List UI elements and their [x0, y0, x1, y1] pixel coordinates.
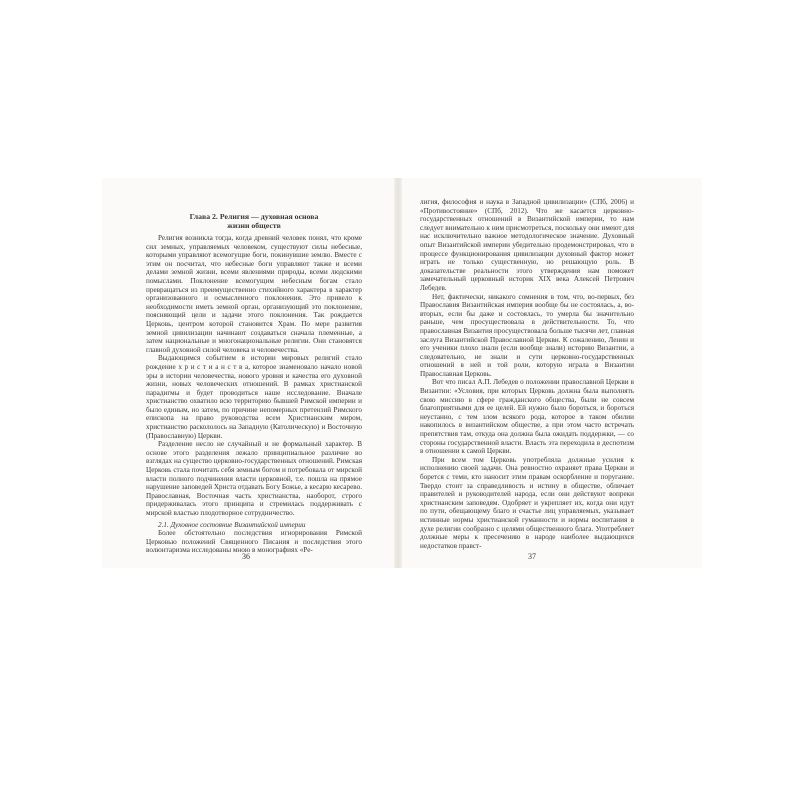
- paragraph: Более обстоятельно последствия игнорирования Римской Церковью положений Священного Писания и последствия этого волюнтаризма исследованы мною в монографиях «Ре-: [146, 529, 362, 555]
- page-number-left: 36: [242, 552, 250, 561]
- paragraph: Разделение несло не случайный и не формальный характер. В основе этого разделения лежало принципиальное различие во взглядах на существо церковно-государственных отношений. Римская Церковь стала почитать себя земным богом и потребовала от мирской власти полного подчинения власти церковной, т.е. пошла на прямое нарушение заповедей Христа отдавать Богу Божье, а кесарю кесарево. Православная, Восточная часть христианства, наоборот, строго придерживалась этого принципа и стремилась поддерживать с мирской властью плодотворное сотрудничество.: [146, 440, 362, 517]
- chapter-title-line-1: Глава 2. Религия — духовная основа: [189, 212, 319, 221]
- book-spread: [102, 178, 702, 568]
- right-page: [402, 178, 702, 568]
- page-number-right: 37: [528, 552, 536, 561]
- chapter-title: [152, 212, 356, 230]
- left-page: [102, 178, 394, 568]
- paragraph: Выдающимся событием в истории мировых религий стало рождение х р и с т и а н с т в а, которое знаменовало начало новой эры в истории человечества, нового уровня и качества его духовной жизни, новых человеческих отношений. В рамках христианской парадигмы и будет проводиться наше исследование. Вначале христианство охватило всю территорию бывшей Римской империи и было единым, но затем, по причине непомерных претензий Римского епископа на право руководства всем Христианским миром, христианство раскололось на Западную (Католическую) и Восточную (Православную) Церкви.: [146, 354, 362, 440]
- right-page-text: [420, 198, 634, 550]
- paragraph: Нет, фактически, никакого сомнения в том, что, во-первых, без Православия Византийская империя вообще бы не состоялась, а, во-вторых, если бы даже и состоялась, то умерла бы значительно раньше, чем просуществовала в действительности. То, что православная Византия просуществовала больше тысячи лет, главная заслуга Византийской Православной Церкви. К сожалению, Ленин и его ученики плохо знали (если вообще знали) историю Византии, а следовательно, не знали и сути церковно-государственных отношений в ней и той роли, которую играла в Византии Православная Церковь.: [420, 292, 634, 378]
- chapter-title-line-2: жизни обществ: [227, 221, 281, 230]
- left-page-text: [146, 212, 362, 555]
- paragraph: При всем том Церковь употребляла должные усилия к исполнению своей задачи. Она ревностно охраняет права Церкви и борется с теми, кто наносит этим правам оскорбление и поругание. Твердо стоит за справедливость и истину в обществе, обличает правителей и руководителей народа, если они действуют вопреки христианским заповедям. Одобряет и укрепляет их, когда они идут по пути, обещающему благо и счастье лиц управляемых, указывает истинные нормы христианской гуманности и нормы воспитания в духе религии сообразно с целями общественного блага. Употребляет должные меры к пресечению в народе наиболее выдающихся недостатков правст-: [420, 455, 634, 550]
- paragraph-continued: лигия, философия и наука в Западной цивилизации» (СПб, 2006) и «Противостояние» (СПб, 2012). Что же касается церковно-государственных отношений в Византийской империи, то нам следует внимательно к ним присмотреться, поскольку они имеют для нас исключительно важное методологическое значение. Духовный опыт Византийской империи убедительно продемонстрировал, что в процессе функционирования цивилизации духовный фактор может играть не только существенную, но решающую роль. В доказательстве реальности этого утверждения нам поможет замечательный церковный историк XIX века Алексей Петрович Лебедев.: [420, 198, 634, 292]
- paragraph: Вот что писал А.П. Лебедев о положении православной Церкви в Византии: «Условия, при которых Церковь должна была выполнять свою миссию в сфере гражданского общества, были не совсем благоприятными для ее целей. Ей нужно было бороться, и бороться неустанно, с тем злом всякого рода, которое в таком обилии накопилось в византийском обществе, а при этом часто встречать препятствия там, откуда она должна была ожидать поддержки, — со стороны государственной власти. Власть эта переходила в деспотизм в отношении к самой Церкви.: [420, 378, 634, 456]
- section-heading: 2.1. Духовное состояние Византийской империи: [158, 520, 306, 529]
- book-gutter: [394, 178, 402, 568]
- paragraph: Религия возникла тогда, когда древний человек понял, что кроме сил земных, управляемых человеком, существуют силы небесные, которыми управляют всемогущие боги, покинувшие землю. Вместе с этим он посчитал, что небесные боги управляют также и всеми делами земной жизни, всеми явлениями природы, всеми людскими помыслами. Поклонение всемогущим небесным богам стало превращаться из преимущественно стихийного характера в характер организованного и осмысленного поклонения. Это привело к необходимости иметь земной орган, организующий это поклонение, поясняющий цели и задачи этого поклонения. Так рождается Церковь, центром которой становится Храм. По мере развития земной цивилизации начинают создаваться сначала племенные, а затем национальные и многонациональные религии. Они становятся главной духовной силой человека и человечества.: [146, 234, 362, 354]
